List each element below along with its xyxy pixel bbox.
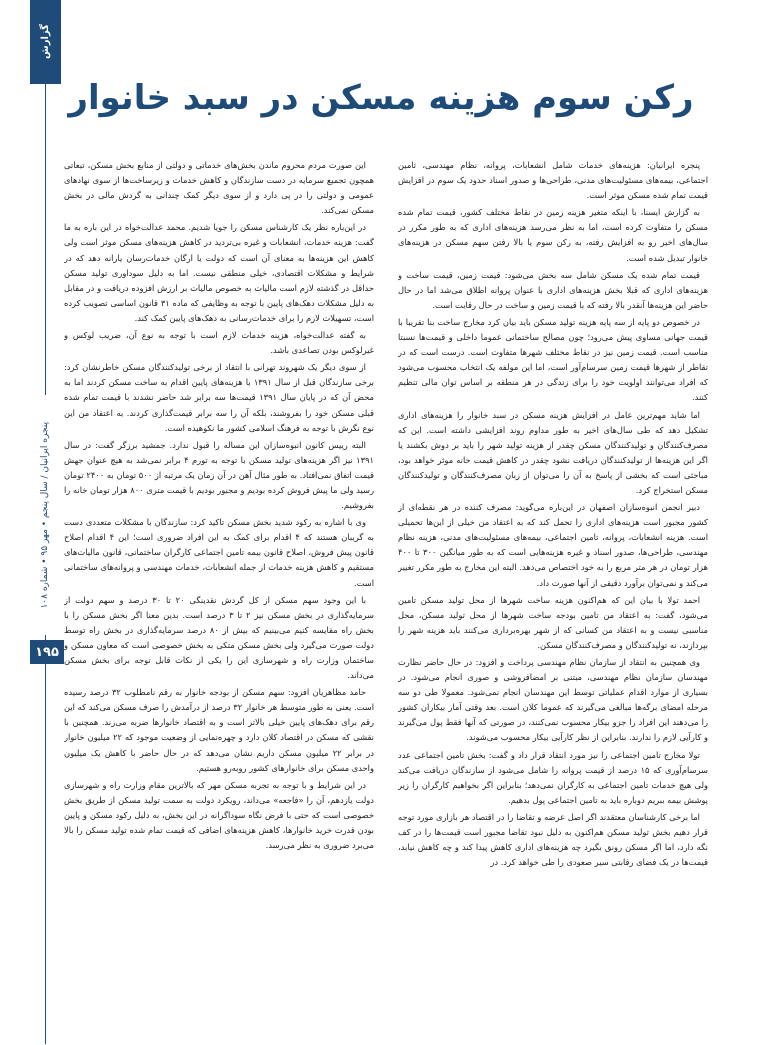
paragraph: اما برخی کارشناسان معتقدند اگر اصل عرضه و تقاضا را در اقتصاد هر بازاری مورد توجه قرار دهیم بخش تولید مسکن هم‌اکنون به دلیل نبود تقاضا مجبور است قیمت‌ها را در کف نگه دارد، اما اگر مسکن رونق بگیرد چه هزینه‌های اداری کاهش پیدا کند و چه کاهش نیابد، قیمت‌ها در یک فضای رقابتی سیر صعودی را طی خواهد کرد. در (398, 811, 708, 868)
paragraph: قیمت تمام شده یک مسکن شامل سه بخش می‌شود: قیمت زمین، قیمت ساخت و هزینه‌های اداری که قبلا بخش هزینه‌های اداری با عنوان پروانه اطلاق می‌شد اما در حال حاضر این هزینه‌ها آنقدر بالا رفته که با قیمت زمین و ساخت در حال رقابت است. (398, 269, 708, 310)
paragraph: در این‌باره نظر یک کارشناس مسکن را جویا شدیم. محمد عدالت‌خواه در این باره به ما گفت: هزینه خدمات، انشعابات و غیره بی‌تردید در کاهش هزینه‌های مسکن موثر است ولی کاهش این هزینه‌ها به معنای آن است که دولت یا ارگان خدمات‌رسان یارانه دهد که در شرایط و مشکلات اقتصادی، خیلی منطقی نیست. اما به دلیل سوداوری تولید مسکن حداقل در گذشته لازم است مالیات به خصوص مالیات بر ارزش افزوده دریافت و در مقابل به دلیل مشکلات دهک‌های پایین با توجه به وظایفی که ماده ۳۱ قانون اساسی تصویب کرده است، تسهیلات لازم را برای خدمات‌رسانی به دهک‌های پایین کمک کند. (64, 222, 374, 323)
paragraph: وی همچنین به انتقاد از سازمان نظام مهندسی پرداخت و افزود: در حال حاضر نظارت مهندسان سازمان نظام مهندسی، مبتنی بر امضافروشی و صوری انجام می‌شود. در بسیاری از موارد اقدام عملیاتی توسط این مهندسان انجام نمی‌شود. معمولا طی دو سه مرحله امضای برگه‌ها مبالغی می‌گیرند که عموما کلان است. بعد وقتی آمار بیکاران کشور را می‌دهند این افراد را جزو بیکار محسوب نمی‌کنند، در صورتی که آنها فقط پول می‌گیرند و کارآیی لازم را ندارند. بنابراین از نظر کارآیی بیکار محسوب می‌شوند. (398, 657, 708, 743)
paragraph: وی با اشاره به رکود شدید بخش مسکن تاکید کرد: سازندگان با مشکلات متعددی دست به گریبان هستند که ۴ اقدام برای کمک به این افراد ضروری است؛ این ۴ اقدام اصلاح قانون پیش فروش، اصلاح قانون بیمه تامین اجتماعی کارگران ساختمانی، قانون مالیات‌های مستقیم و کاهش هزینه خدمات از جمله انشعابات، خدمات مهندسی و پروانه‌های ساختمانی است. (64, 517, 374, 588)
paragraph: با این وجود سهم مسکن از کل گردش نقدینگی ۲۰ تا ۳۰ درصد و سهم دولت از سرمایه‌گذاری در بخش مسکن نیز ۲ تا ۳ درصد است. بدین معنا اگر بخش مسکن را با بخش راه مقایسه کنیم می‌بینیم که بیش از ۸۰ درصد سرمایه‌گذاری در بخش راه توسط دولت صورت می‌گیرد ولی بخش مسکن متکی به بخش خصوصی است که معاون مسکن و ساختمان وزارت راه و شهرسازی این را یکی از نکات قابل توجه برای بخش مسکن می‌داند. (64, 594, 374, 681)
paragraph: به گفته عدالت‌خواه، هزینه خدمات لازم است با توجه به نوع آن، ضریب لوکس و غیرلوکس بودن تصاعدی باشد. (64, 330, 374, 356)
paragraph: دبیر انجمن انبوه‌سازان اصفهان در این‌باره می‌گوید: مصرف کننده در هر نقطه‌ای از کشور مجبور است هزینه‌های اداری را تحمل کند که به اعتقاد من خیلی از این‌ها تحمیلی است. هزینه انشعابات، پروانه، تامین اجتماعی، بیمه‌های مسئولیت‌های مدنی، هزینه نظام مهندسی، طراحی‌ها، صدور اسناد و غیره هزینه‌هایی است که به طور میانگین ۳۰۰ تا ۴۰۰ هزار تومان در هر متر مربع را به خود اختصاص می‌دهد. البته این مخارج به طور مکرر تغییر می‌کند و نمی‌توان برآورد دقیقی از آنها صورت داد. (398, 502, 708, 588)
paragraph: از سوی دیگر یک شهروند تهرانی با انتقاد از برخی تولیدکنندگان مسکن خاطرنشان کرد: برخی سازندگان قبل از سال ۱۳۹۱ با هزینه‌های پایین اقدام به ساخت مسکن کردند اما به محض آن که در پایان سال ۱۳۹۱ قیمت‌ها سه برابر شد حاضر نشدند با قیمت تمام شده قبلی مسکن خود را بفروشند، بلکه آن را سه برابر قیمت‌گذاری کردند. به اعتقاد من این نوع نگرش با توجه به فرهنگ اسلامی کشور ما نکوهیده است. (64, 362, 374, 433)
section-tab-label: گزارش (40, 24, 51, 60)
page-number: ۱۹۵ (30, 640, 64, 664)
paragraph: احمد تولا با بیان این که هم‌اکنون هزینه ساخت شهرها از محل تولید مسکن تامین می‌شود، گفت: به اعتقاد من تامین بودجه ساخت شهرها از محل تولید مسکن، محل مناسبی نیست و به اعتقاد من کسانی که از شهر بهره‌برداری می‌کنند باید هزینه شهر را بپردازند، نه تولیدکنندگان و مصرف‌کنندگان مسکن. (398, 594, 708, 650)
article-title: رکن سوم هزینه مسکن در سبد خانوار (68, 78, 694, 118)
paragraph: این صورت مردم محروم ماندن بخش‌های خدماتی و دولتی از منابع بخش مسکن، تبعاتی همچون تجمیع سرمایه در دست سازندگان و کاهش خدمات و زیرساخت‌ها از سوی نهادهای عمومی و دولتی را در پی دارد و از سوی دیگر کمک چندانی به گردش مالی در بخش مسکن نمی‌کند. (64, 160, 374, 216)
paragraph: تولا مخارج تامین اجتماعی را نیز مورد انتقاد قرار داد و گفت: بخش تامین اجتماعی عدد سرسام‌آوری که ۱۵ درصد از قیمت پروانه را شامل می‌شود از سازندگان دریافت می‌کند ولی هیچ خدمات تامین اجتماعی به کارگران نمی‌دهد؛ بنابراین اگر بخواهیم کارگران را زیر پوشش بیمه ببریم دوباره باید به تامین اجتماعی پول بدهیم. (398, 749, 708, 805)
article-column-left (64, 158, 374, 1018)
paragraph: حامد مظاهریان افزود: سهم مسکن از بودجه خانوار به رقم نامطلوب ۳۲ درصد رسیده است. یعنی به طور متوسط هر خانوار ۳۲ درصد از درآمدش را صرف مسکن می‌کند که این رقم برای دهک‌های پایین خیلی بالاتر است و به اقتصاد خانوارها ضربه می‌زند. همچنین با نقشی که مسکن در اقتصاد کلان دارد و چهره‌نمایی از وضعیت موجود که ۲۲ میلیون خانوار در برابر ۲۲ میلیون مسکن داریم نشان می‌دهد که در حال حاضر با کاهش یک میلیون واحدی مسکن برای خانوارهای کشور روبه‌رو هستیم. (64, 687, 374, 773)
paragraph: به گزارش ایسنا، با اینکه متغیر هزینه زمین در نقاط مختلف کشور، قیمت تمام شده مسکن را متفاوت کرده است، اما به نظر می‌رسد هزینه‌های اداری که به طور مکرر در سال‌های اخیر رو به افزایش رفته، به رکن سوم یا بالا رفتن سهم مسکن در هزینه‌های خانوار تبدیل شده است. (398, 207, 708, 263)
issue-info-text: پنجره ایرانیان / سال پنجم • مهر ۹۵ • شماره ۱۰۸ (40, 421, 50, 609)
paragraph: البته رییس کانون انبوه‌سازان این مساله را قبول ندارد. جمشید برزگر گفت: در سال ۱۳۹۱ نیز اگر هزینه‌های تولید مسکن با توجه به تورم ۴ برابر نمی‌شد به هیچ عنوان جهش قیمت اتفاق نمی‌افتاد. به طور مثال آهن در آن زمان یک مرتبه از ۵۰۰ تومان به ۲۴۰۰ تومان رسید ولی ما پیش فروش کرده بودیم و مجبور بودیم با قیمت متری ۸۰۰ هزار تومان خانه را بفروشیم. (64, 439, 374, 511)
article-column-right (398, 158, 708, 1018)
issue-info (32, 395, 58, 635)
paragraph: در خصوص دو پایه از سه پایه هزینه تولید مسکن باید بیان کرد مخارج ساخت بنا تقریبا با قیمت جهانی مساوی پیش می‌رود؛ چون مصالح ساختمانی عموما داخلی و قیمت‌ها نسبتا مناسب است. قیمت زمین نیز در نقاط مختلف شهرها متفاوت است. درست است که در تقاطر از شهرها قیمت زمین سرسام‌آور است، اما این مولفه یک انتخاب محسوب می‌شود که افراد می‌توانند اولویت خود را برای زندگی در هر منطقه بر اساس توان مالی تنظیم کنند. (398, 316, 708, 403)
section-tab (30, 0, 61, 84)
paragraph: پنجره ایرانیان: هزینه‌های خدمات شامل انشعابات، پروانه، نظام مهندسی، تامین اجتماعی، بیمه‌های مسئولیت‌های مدنی، طراحی‌ها و صدور اسناد حدود یک سوم در افزایش قیمت تمام شده مسکن موثر است. (398, 160, 708, 201)
paragraph: در این شرایط و با توجه به تجربه مسکن مهر که بالاترین مقام وزارت راه و شهرسازی دولت یازدهم، آن را «فاجعه» می‌داند، رویکرد دولت به سمت تولید مسکن از طریق بخش خصوصی است که حتی با فرض نگاه سوداگرانه در این بخش، به دلیل رکود مسکن و پایین بودن قدرت خرید خانوارها، کاهش هزینه‌های اضافی که قیمت تمام شده تولید مسکن را بالا می‌برد ضروری به نظر می‌رسد. (64, 779, 374, 851)
paragraph: اما شاید مهم‌ترین عامل در افزایش هزینه مسکن در سبد خانوار را هزینه‌های اداری تشکیل دهد که طی سال‌های اخیر به طور مداوم روند افزایشی داشته است. این که مصرف‌کنندگان و تولیدکنندگان مسکن چقدر از هزینه تولید شهر را باید بر دوش بکشند یا اگر این هزینه‌ها از تولیدکنندگان دریافت نشود چقدر در کاهش قیمت خانه موثر خواهد بود، مباحثی است که بخشی از پاسخ به آن را می‌توان از زبان مصرف‌کنندگان و تولیدکنندگان مسکن استخراج کرد. (398, 409, 708, 495)
